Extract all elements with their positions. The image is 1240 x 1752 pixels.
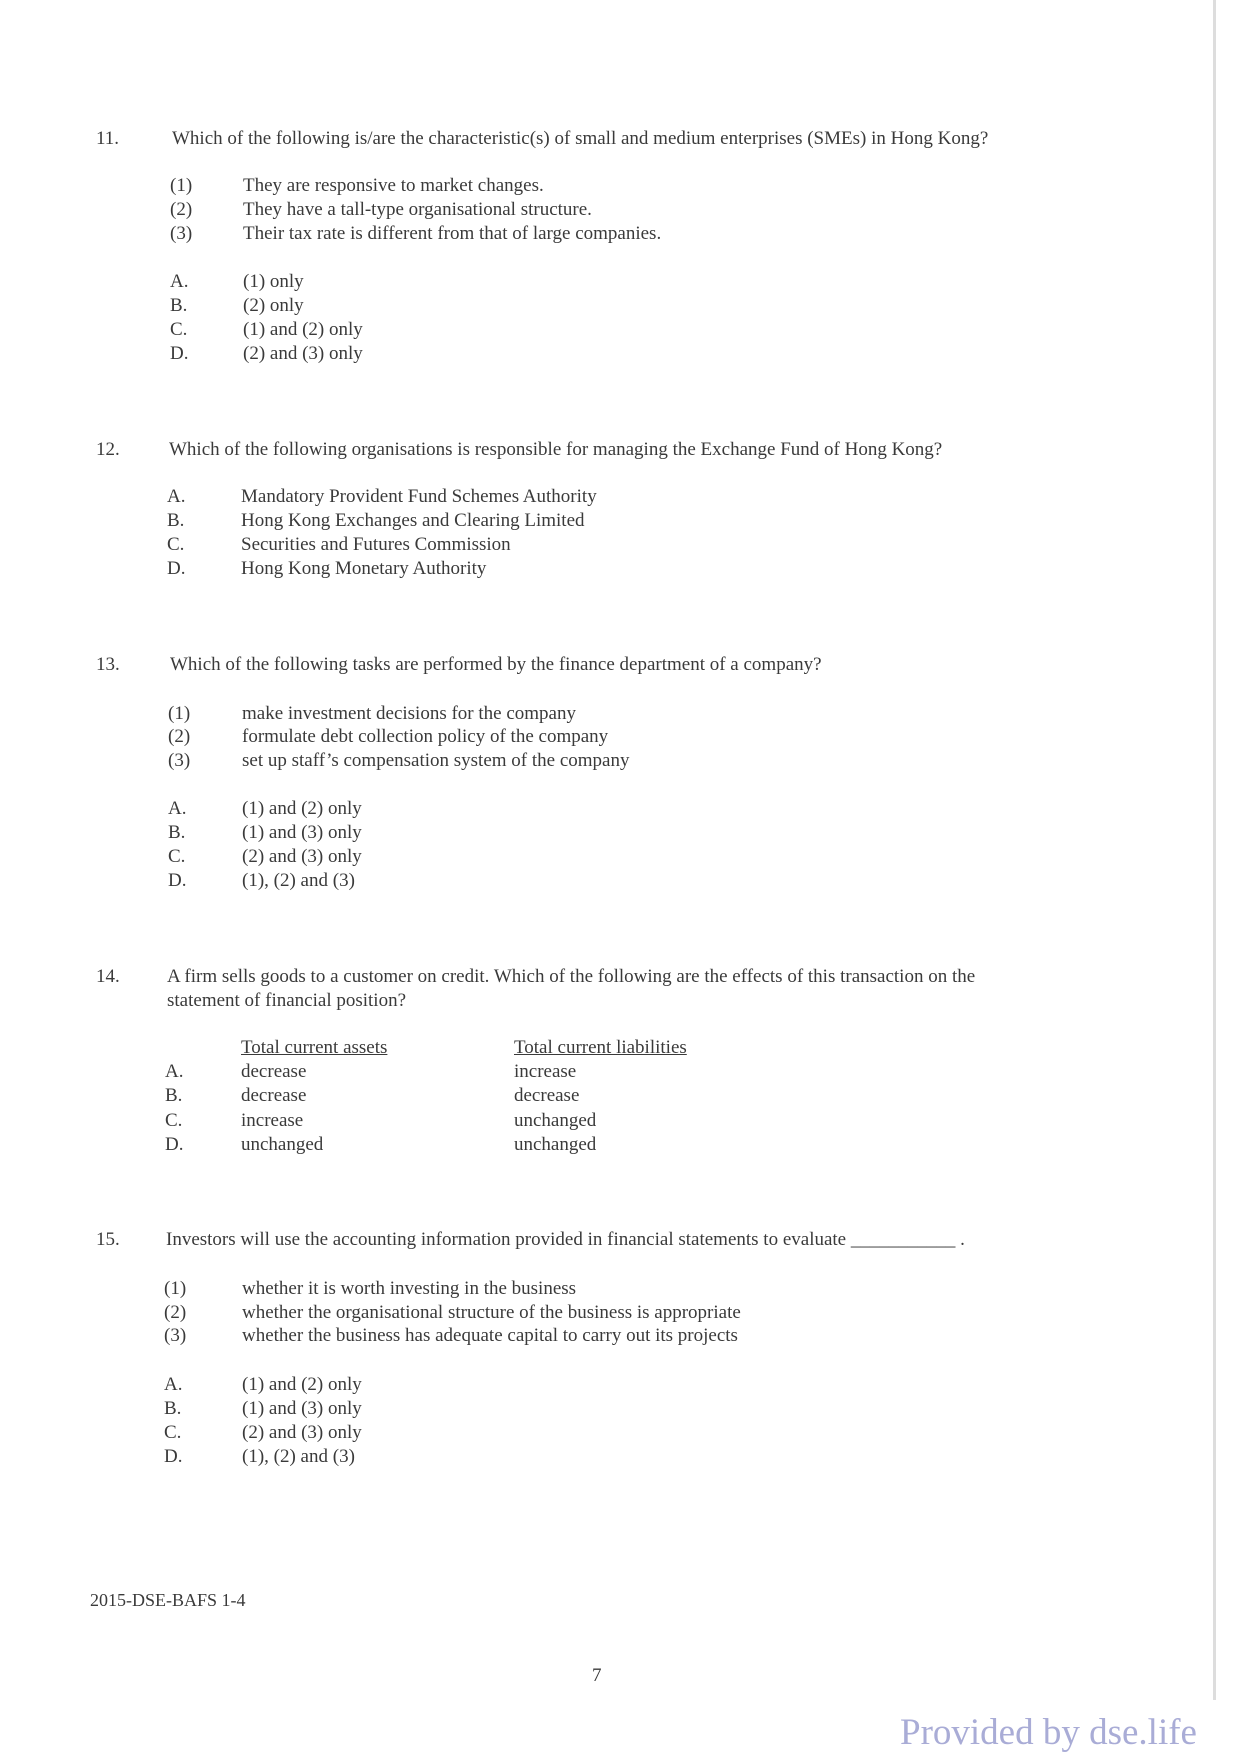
option-text: unchanged xyxy=(514,1134,597,1155)
option-text: (2) and (3) only xyxy=(242,1422,362,1443)
option-text: decrease xyxy=(514,1085,580,1106)
question-number: 14. xyxy=(96,966,120,987)
option-letter: D. xyxy=(170,343,189,364)
statement-text: They have a tall-type organisational structure. xyxy=(243,199,592,220)
option-letter: A. xyxy=(164,1374,183,1395)
statement-text: whether it is worth investing in the business xyxy=(242,1278,577,1299)
question-text: Investors will use the accounting information provided in financial statements to evaluate ___________ . xyxy=(166,1229,965,1250)
question-number: 13. xyxy=(96,654,120,675)
option-text: (1), (2) and (3) xyxy=(242,1446,355,1467)
statement-label: (2) xyxy=(170,199,193,220)
option-letter: A. xyxy=(165,1061,184,1082)
page-edge-divider xyxy=(1213,0,1216,1700)
option-letter: C. xyxy=(164,1422,182,1443)
question-number: 11. xyxy=(96,128,120,149)
statement-text: formulate debt collection policy of the company xyxy=(242,726,609,747)
option-text: increase xyxy=(514,1061,577,1082)
statement-label: (2) xyxy=(168,726,191,747)
option-text: decrease xyxy=(241,1061,307,1082)
statement-label: (2) xyxy=(164,1302,187,1323)
option-letter: C. xyxy=(170,319,188,340)
paper-code: 2015-DSE-BAFS 1-4 xyxy=(90,1590,246,1610)
question-text: Which of the following organisations is responsible for managing the Exchange Fund of Hong Kong? xyxy=(169,439,943,460)
option-text: (1) and (2) only xyxy=(242,1374,362,1395)
option-text: Hong Kong Monetary Authority xyxy=(241,558,487,579)
option-text: increase xyxy=(241,1110,304,1131)
option-text: unchanged xyxy=(241,1134,324,1155)
option-letter: D. xyxy=(165,1134,184,1155)
question-text: A firm sells goods to a customer on credit. Which of the following are the effects of this transaction on the xyxy=(167,966,976,987)
watermark-link[interactable]: Provided by dse.life xyxy=(900,1713,1197,1752)
option-text: (1) and (3) only xyxy=(242,822,362,843)
statement-label: (3) xyxy=(168,750,191,771)
statement-text: Their tax rate is different from that of large companies. xyxy=(243,223,662,244)
option-text: (1) and (2) only xyxy=(242,798,362,819)
option-letter: B. xyxy=(165,1085,183,1106)
option-text: Mandatory Provident Fund Schemes Authority xyxy=(241,486,597,507)
option-letter: D. xyxy=(167,558,186,579)
option-text: unchanged xyxy=(514,1110,597,1131)
column-header: Total current liabilities xyxy=(514,1037,687,1058)
option-text: (1) only xyxy=(243,271,304,292)
statement-label: (1) xyxy=(168,703,191,724)
option-text: Hong Kong Exchanges and Clearing Limited xyxy=(241,510,585,531)
option-text: (2) only xyxy=(243,295,304,316)
statement-text: set up staff’s compensation system of the company xyxy=(242,750,630,771)
option-letter: A. xyxy=(167,486,186,507)
option-letter: C. xyxy=(167,534,185,555)
question-text: Which of the following is/are the characteristic(s) of small and medium enterprises (SMEs) in Hong Kong? xyxy=(172,128,989,149)
option-text: (2) and (3) only xyxy=(243,343,363,364)
option-text: (1) and (3) only xyxy=(242,1398,362,1419)
statement-label: (1) xyxy=(170,175,193,196)
option-letter: A. xyxy=(168,798,187,819)
option-text: (1), (2) and (3) xyxy=(242,870,355,891)
option-letter: B. xyxy=(167,510,185,531)
statement-label: (3) xyxy=(170,223,193,244)
statement-label: (1) xyxy=(164,1278,187,1299)
page-number: 7 xyxy=(592,1665,602,1686)
statement-text: whether the business has adequate capital to carry out its projects xyxy=(242,1325,738,1346)
option-text: (1) and (2) only xyxy=(243,319,363,340)
option-letter: D. xyxy=(164,1446,183,1467)
option-letter: B. xyxy=(170,295,188,316)
column-header: Total current assets xyxy=(241,1037,388,1058)
option-letter: B. xyxy=(164,1398,182,1419)
option-text: Securities and Futures Commission xyxy=(241,534,511,555)
option-letter: B. xyxy=(168,822,186,843)
option-letter: A. xyxy=(170,271,189,292)
question-text: statement of financial position? xyxy=(167,990,407,1011)
option-text: decrease xyxy=(241,1085,307,1106)
statement-text: whether the organisational structure of the business is appropriate xyxy=(242,1302,741,1323)
statement-text: They are responsive to market changes. xyxy=(243,175,544,196)
statement-text: make investment decisions for the company xyxy=(242,703,576,724)
option-letter: C. xyxy=(168,846,186,867)
statement-label: (3) xyxy=(164,1325,187,1346)
question-number: 12. xyxy=(96,439,120,460)
option-letter: D. xyxy=(168,870,187,891)
option-text: (2) and (3) only xyxy=(242,846,362,867)
option-letter: C. xyxy=(165,1110,183,1131)
question-number: 15. xyxy=(96,1229,120,1250)
question-text: Which of the following tasks are performed by the finance department of a company? xyxy=(170,654,822,675)
